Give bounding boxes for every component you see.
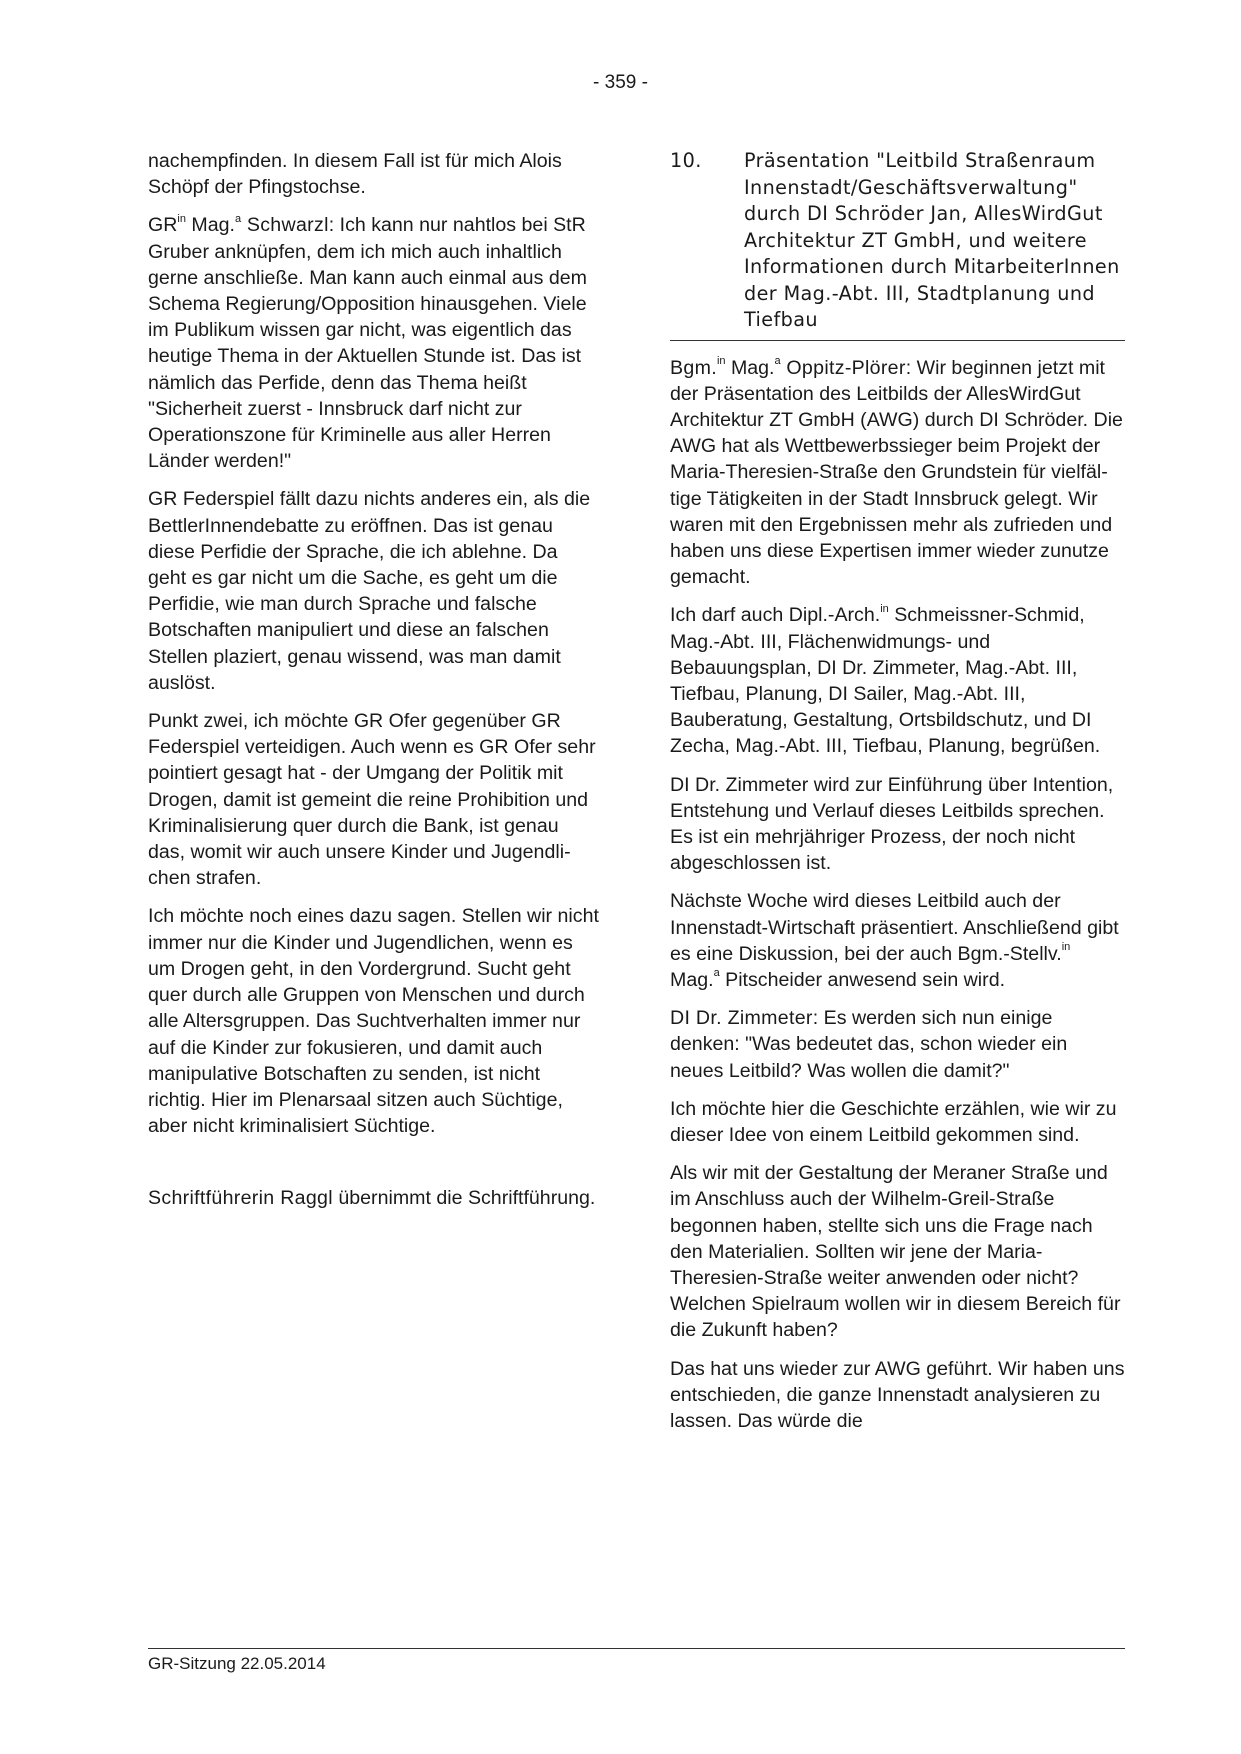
superscript: in (716, 354, 726, 367)
paragraph: nachempfinden. In diesem Fall ist für mich Alois Schöpf der Pfingstochse. (148, 150, 562, 199)
paragraph (148, 212, 600, 474)
text: Ich darf auch Dipl.-Arch. (670, 604, 881, 627)
paragraph (670, 1005, 1125, 1084)
speech-text: übernimmt die Schriftführung. (332, 1187, 596, 1210)
agenda-number: 10. (670, 149, 702, 172)
agenda-item (670, 148, 1125, 340)
paragraph (670, 602, 1125, 759)
paragraph: Das hat uns wieder zur AWG geführt. Wir haben uns entschieden, die ganze Innenstadt analysieren zu lassen. Das würde die (670, 1357, 1125, 1433)
superscript: a (234, 212, 242, 225)
footer-divider (148, 1648, 1125, 1649)
paragraph: Ich möchte hier die Geschichte erzählen, wie wir zu dieser Idee von einem Leitbild gekommen sind. (670, 1097, 1117, 1146)
speaker-name: Schwarzl (241, 214, 329, 237)
agenda-divider (670, 340, 1125, 341)
text: Schmeissner-Schmid, Mag.-Abt. III, Flächenwidmungs- und Bebauungsplan, DI Dr. Zimmeter, Mag.-Abt. III, Tiefbau, Planung, DI Sailer, Mag.-Abt. III, Bauberatung, Gestaltung, Ortsbildschutz, und DI Zecha, Mag.-Abt. III, Tiefbau, Planung, begrüßen. (670, 604, 1101, 758)
speaker-name: Oppitz-Plörer (780, 356, 906, 379)
paragraph (670, 355, 1125, 591)
speaker-title: Bgm. (670, 356, 717, 379)
paragraph: DI Dr. Zimmeter wird zur Einführung über Intention, Entstehung und Verlauf dieses Leitbilds sprechen. Es ist ein mehrjähriger Prozess, der noch nicht abgeschlossen ist. (670, 773, 1114, 875)
paragraph: Ich möchte noch eines dazu sagen. Stellen wir nicht immer nur die Kinder und Jugendlichen, wenn es um Drogen geht, in den Vordergrund. Sucht geht quer durch alle Gruppen von Menschen und durch alle Altersgruppen. Das Suchtverhalten immer nur auf die Kinder zur fokusieren, und damit auch manipulative Botschaften zu senden, ist nicht richtig. Hier im Plenarsaal sitzen auch Süchtige, aber nicht kriminalisiert Süchtige. (148, 905, 599, 1138)
superscript: in (880, 602, 889, 615)
superscript: a (713, 967, 720, 980)
speaker-title: Mag. (725, 356, 775, 379)
superscript: in (177, 212, 186, 225)
right-column (670, 148, 1125, 1446)
paragraph (670, 888, 1125, 993)
paragraph: Punkt zwei, ich möchte GR Ofer gegenüber GR Federspiel verteidigen. Auch wenn es GR Ofer sehr pointiert gesagt hat - der Umgang der Politik mit Drogen, damit ist gemeint die reine Prohibition und Kriminalisierung quer durch die Bank, ist genau das, womit wir auch unsere Kinder und Jugendlichen strafen. (148, 710, 596, 890)
paragraph: Als wir mit der Gestaltung der Meraner Straße und im Anschluss auch der Wilhelm-Greil-Straße begonnen haben, stellte sich uns die Frage nach den Materialien. Sollten wir jene der Maria-Theresien-Straße weiter anwenden oder nicht? Welchen Spielraum wollen wir in diesem Bereich für die Zukunft haben? (670, 1162, 1121, 1342)
text: Pitscheider anwesend sein wird. (719, 968, 1006, 991)
footer-text: GR-Sitzung 22.05.2014 (148, 1654, 326, 1673)
text: Mag. (670, 968, 714, 991)
page-number: - 359 - (593, 72, 648, 93)
text: Nächste Woche wird dieses Leitbild auch der Innenstadt-Wirtschaft präsentiert. Anschließend gibt es eine Diskussion, bei der auch Bgm.-Stellv. (670, 890, 1119, 965)
superscript: in (1061, 941, 1071, 954)
paragraph (148, 1185, 600, 1211)
left-column (148, 148, 600, 1224)
paragraph: GR Federspiel fällt dazu nichts anderes ein, als die BettlerInnendebatte zu eröffnen. Das ist genau diese Perfidie der Sprache, die ich ablehne. Da geht es gar nicht um die Sache, es geht um die Perfidie, wie man durch Sprache und falsche Botschaften manipuliert und diese an falschen Stellen plaziert, genau wissend, was man damit auslöst. (148, 488, 591, 694)
superscript: a (774, 354, 781, 367)
speaker-title: Mag. (185, 214, 235, 237)
speaker-name: DI Dr. Zimmeter (670, 1007, 813, 1030)
speaker-name: Schriftführerin Raggl (148, 1187, 333, 1210)
speech-text: : Ich kann nur nahtlos bei StR Gruber anknüpfen, dem ich mich auch inhaltlich gerne anschließe. Man kann auch einmal aus dem Schema Regierung/Opposition hinausgehen. Viele im Publikum wissen gar nicht, was eigentlich das heutige Thema in der Aktuellen Stunde ist. Das ist nämlich das Perfide, denn das Thema heißt "Sicherheit zuerst - Innsbruck darf nicht zur Operationszone für Kriminelle aus aller Herren Länder werden!" (148, 214, 587, 473)
agenda-title: Präsentation "Leitbild Straßenraum Innenstadt/Geschäftsverwaltung" durch DI Schröder Jan, AllesWirdGut Architektur ZT GmbH, und weitere Informationen durch MitarbeiterInnen der Mag.-Abt. III, Stadtplanung und Tiefbau (744, 149, 1120, 331)
speech-text: : Es werden sich nun einige denken: "Was bedeutet das, schon wieder ein neues Leitbild? Was wollen die damit?" (670, 1007, 1068, 1082)
speech-text: : Wir beginnen jetzt mit der Präsentation des Leitbilds der AllesWirdGut Architektur ZT GmbH (AWG) durch DI Schröder. Die AWG hat als Wettbewerbssieger beim Projekt der Maria-Theresien-Straße den Grundstein für vielfältige Tätigkeiten in der Stadt Innsbruck gelegt. Wir waren mit den Ergebnissen mehr als zufrieden und haben uns diese Expertisen immer wieder zunutze gemacht. (670, 356, 1123, 589)
speaker-title: GR (148, 214, 178, 237)
